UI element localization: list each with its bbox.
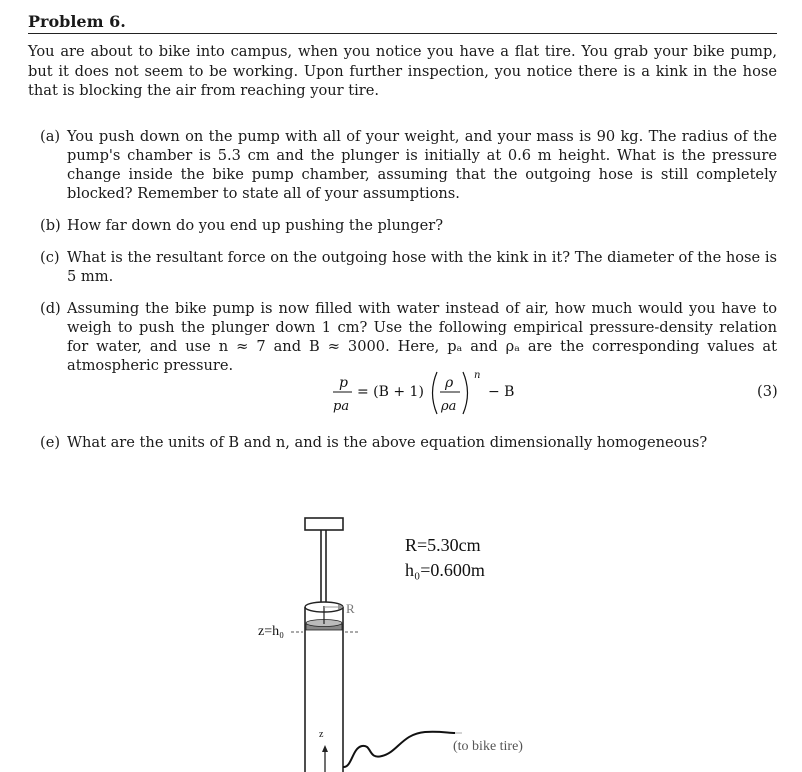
- eq-tail: − B: [488, 384, 515, 400]
- part-d-text: Assuming the bike pump is now filled with water instead of air, how much would you have to weigh to push the plunger down 1 cm? Use the following empirical pressure-density relation for water, and use n ≈ 7 and B ≈ 3000. Here, pₐ and ρₐ are the corresponding values at atmospheric pressure.: [67, 300, 777, 374]
- part-e-label: (e): [40, 434, 61, 451]
- eq-exponent: n: [474, 370, 481, 381]
- radius-label: R=5.30cm: [405, 535, 481, 555]
- eq-paren-numerator: ρ: [445, 375, 454, 391]
- hose: [343, 732, 455, 767]
- part-b-label: (b): [40, 217, 61, 234]
- part-a-text: You push down on the pump with all of your weight, and your mass is 90 kg. The radius of the pump's chamber is 5.3 cm and the plunger is initially at 0.6 m height. What is the pressure change inside the bike pump chamber, assuming that the outgoing hose is still completely blocked? Remember to state all of your assumptions.: [67, 128, 777, 202]
- eq-middle: = (B + 1): [357, 384, 424, 400]
- z-axis-label: z: [319, 729, 324, 740]
- eq-paren-denominator: ρa: [441, 399, 457, 414]
- part-a-label: (a): [40, 128, 61, 145]
- eq-lhs-denominator: pa: [333, 399, 350, 414]
- problem-intro: You are about to bike into campus, when you notice you have a flat tire. You grab your bike pump, but it does not seem to be working. Upon further inspection, you notice there is a kink in the hose that is blocking the air from reaching your tire.: [28, 43, 777, 99]
- z-axis-arrowhead: [322, 745, 328, 752]
- z-marker: z=h₀: [258, 624, 284, 639]
- equation-number: (3): [757, 383, 778, 400]
- pump-handle: [305, 518, 343, 530]
- problem-title: Problem 6.: [28, 12, 126, 31]
- r-marker: R: [346, 601, 355, 616]
- hose-label: (to bike tire): [453, 739, 523, 754]
- part-c-text: What is the resultant force on the outgoing hose with the kink in it? The diameter of the hose is 5 mm.: [67, 249, 777, 285]
- eq-lhs-numerator: p: [339, 375, 348, 391]
- part-d-label: (d): [40, 300, 61, 317]
- height-label: h₀=0.600m: [405, 560, 485, 580]
- part-c-label: (c): [40, 249, 60, 266]
- part-b-text: How far down do you end up pushing the plunger?: [67, 217, 444, 234]
- part-e-text: What are the units of B and n, and is the above equation dimensionally homogeneous?: [67, 434, 708, 451]
